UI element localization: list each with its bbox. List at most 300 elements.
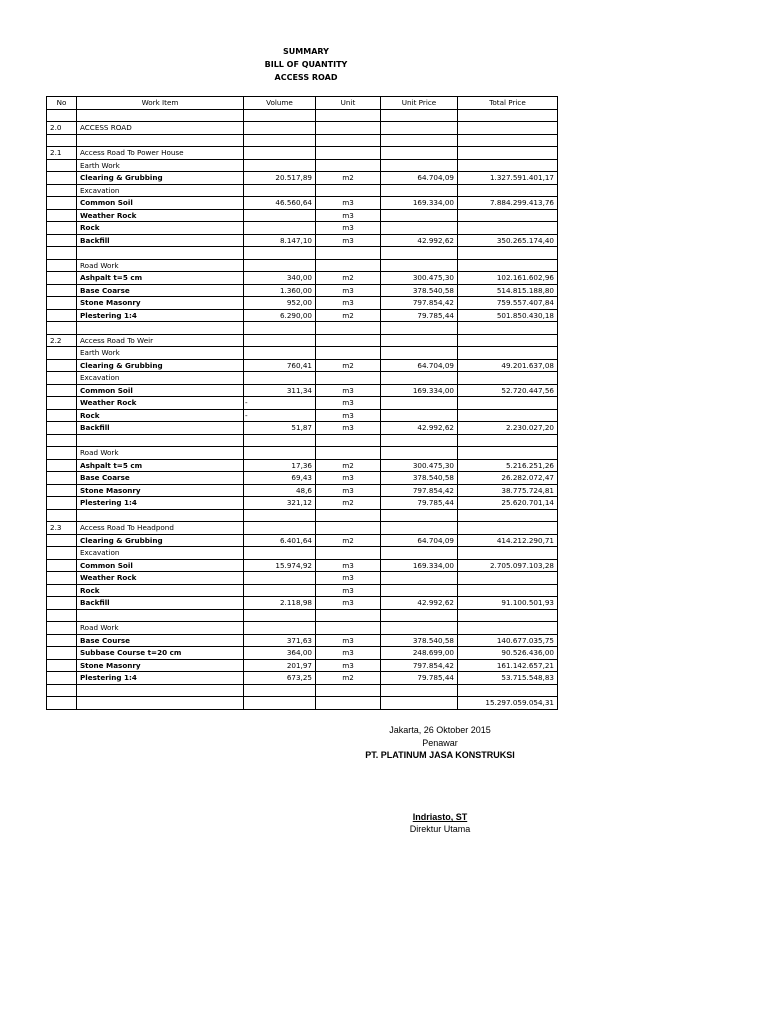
cell-unit: m3 bbox=[316, 422, 381, 435]
cell-unit-price bbox=[381, 134, 458, 147]
cell-work-item bbox=[77, 509, 244, 522]
table-row bbox=[47, 122, 558, 135]
cell-unit bbox=[316, 697, 381, 710]
cell-work-item: Plestering 1:4 bbox=[77, 672, 244, 685]
table-row bbox=[47, 534, 558, 547]
cell-unit-price bbox=[381, 184, 458, 197]
table-row bbox=[47, 584, 558, 597]
cell-no: 2.0 bbox=[47, 122, 77, 135]
table-row bbox=[47, 559, 558, 572]
cell-unit-price: 42.992,62 bbox=[381, 234, 458, 247]
cell-total-price: 52.720.447,56 bbox=[458, 384, 558, 397]
cell-no bbox=[47, 322, 77, 335]
cell-total-price bbox=[458, 509, 558, 522]
cell-unit bbox=[316, 159, 381, 172]
cell-unit: m2 bbox=[316, 497, 381, 510]
table-row bbox=[47, 672, 558, 685]
table-row bbox=[47, 147, 558, 160]
cell-no bbox=[47, 197, 77, 210]
cell-unit: m3 bbox=[316, 297, 381, 310]
cell-total-price: 759.557.407,84 bbox=[458, 297, 558, 310]
table-row bbox=[47, 347, 558, 360]
cell-total-price bbox=[458, 184, 558, 197]
cell-no bbox=[47, 272, 77, 285]
cell-volume: 364,00 bbox=[244, 647, 316, 660]
cell-work-item bbox=[77, 247, 244, 260]
table-row bbox=[47, 697, 558, 710]
table-row bbox=[47, 634, 558, 647]
table-row bbox=[47, 409, 558, 422]
cell-unit: m3 bbox=[316, 559, 381, 572]
bill-of-quantity-table bbox=[46, 96, 558, 710]
cell-work-item: Access Road To Power House bbox=[77, 147, 244, 160]
cell-total-price: 501.850.430,18 bbox=[458, 309, 558, 322]
cell-unit bbox=[316, 122, 381, 135]
cell-volume: 371,63 bbox=[244, 634, 316, 647]
cell-total-price: 414.212.290,71 bbox=[458, 534, 558, 547]
cell-total-price: 161.142.657,21 bbox=[458, 659, 558, 672]
cell-unit-price bbox=[381, 322, 458, 335]
cell-work-item: ACCESS ROAD bbox=[77, 122, 244, 135]
cell-total-price bbox=[458, 322, 558, 335]
cell-volume: 311,34 bbox=[244, 384, 316, 397]
table-row bbox=[47, 159, 558, 172]
cell-work-item: Excavation bbox=[77, 372, 244, 385]
cell-work-item: Road Work bbox=[77, 259, 244, 272]
cell-total-price: 26.282.072,47 bbox=[458, 472, 558, 485]
cell-unit: m3 bbox=[316, 634, 381, 647]
cell-volume bbox=[244, 434, 316, 447]
cell-volume: 760,41 bbox=[244, 359, 316, 372]
table-row bbox=[47, 334, 558, 347]
cell-unit bbox=[316, 684, 381, 697]
cell-volume: 46.560,64 bbox=[244, 197, 316, 210]
cell-unit bbox=[316, 259, 381, 272]
cell-total-price: 5.216.251,26 bbox=[458, 459, 558, 472]
cell-volume: 340,00 bbox=[244, 272, 316, 285]
cell-no bbox=[47, 409, 77, 422]
col-header-total-price: Total Price bbox=[458, 97, 558, 110]
table-row bbox=[47, 322, 558, 335]
cell-volume bbox=[244, 697, 316, 710]
cell-work-item: Weather Rock bbox=[77, 209, 244, 222]
cell-unit bbox=[316, 334, 381, 347]
cell-unit-price: 797.854,42 bbox=[381, 484, 458, 497]
cell-unit-price bbox=[381, 697, 458, 710]
cell-unit bbox=[316, 109, 381, 122]
cell-unit: m3 bbox=[316, 597, 381, 610]
cell-unit-price: 64.704,09 bbox=[381, 359, 458, 372]
cell-no bbox=[47, 297, 77, 310]
cell-volume bbox=[244, 409, 316, 422]
cell-no bbox=[47, 509, 77, 522]
cell-volume bbox=[244, 509, 316, 522]
cell-no bbox=[47, 222, 77, 235]
cell-unit bbox=[316, 609, 381, 622]
cell-unit-price: 378.540,58 bbox=[381, 284, 458, 297]
cell-unit bbox=[316, 522, 381, 535]
cell-work-item bbox=[77, 609, 244, 622]
col-header-work-item: Work Item bbox=[77, 97, 244, 110]
cell-volume bbox=[244, 609, 316, 622]
signatory-name bbox=[320, 811, 560, 823]
doc-title-summary: SUMMARY bbox=[283, 47, 329, 56]
cell-total-price bbox=[458, 409, 558, 422]
table-row bbox=[47, 259, 558, 272]
table-row bbox=[47, 209, 558, 222]
cell-work-item: Access Road To Weir bbox=[77, 334, 244, 347]
cell-work-item: Stone Masonry bbox=[77, 659, 244, 672]
cell-work-item: Excavation bbox=[77, 547, 244, 560]
cell-unit-price bbox=[381, 509, 458, 522]
cell-no: 2.2 bbox=[47, 334, 77, 347]
table-row bbox=[47, 647, 558, 660]
cell-total-price: 350.265.174,40 bbox=[458, 234, 558, 247]
cell-unit-price bbox=[381, 572, 458, 585]
table-row bbox=[47, 497, 558, 510]
table-row bbox=[47, 422, 558, 435]
cell-work-item bbox=[77, 434, 244, 447]
cell-unit bbox=[316, 322, 381, 335]
cell-volume: 15.974,92 bbox=[244, 559, 316, 572]
cell-total-price: 49.201.637,08 bbox=[458, 359, 558, 372]
cell-unit-price: 169.334,00 bbox=[381, 559, 458, 572]
cell-no bbox=[47, 397, 77, 410]
cell-work-item: Common Soil bbox=[77, 197, 244, 210]
cell-unit: m2 bbox=[316, 534, 381, 547]
cell-unit: m3 bbox=[316, 197, 381, 210]
cell-no bbox=[47, 434, 77, 447]
cell-total-price bbox=[458, 209, 558, 222]
cell-no bbox=[47, 384, 77, 397]
table-row bbox=[47, 597, 558, 610]
cell-unit: m3 bbox=[316, 572, 381, 585]
cell-unit: m3 bbox=[316, 234, 381, 247]
cell-unit-price: 300.475,30 bbox=[381, 272, 458, 285]
signatory-position: Direktur Utama bbox=[409, 824, 471, 834]
doc-title-boq: BILL OF QUANTITY bbox=[264, 60, 348, 69]
cell-no bbox=[47, 309, 77, 322]
cell-unit: m2 bbox=[316, 672, 381, 685]
cell-work-item: Backfill bbox=[77, 234, 244, 247]
cell-volume: 321,12 bbox=[244, 497, 316, 510]
cell-unit: m3 bbox=[316, 584, 381, 597]
cell-total-price bbox=[458, 109, 558, 122]
cell-volume bbox=[244, 397, 316, 410]
cell-volume bbox=[244, 684, 316, 697]
cell-unit bbox=[316, 447, 381, 460]
cell-volume: 48,6 bbox=[244, 484, 316, 497]
table-row bbox=[47, 184, 558, 197]
cell-work-item bbox=[77, 109, 244, 122]
table-row bbox=[47, 372, 558, 385]
cell-total-price: 15.297.059.054,31 bbox=[458, 697, 558, 710]
cell-work-item: Rock bbox=[77, 222, 244, 235]
table-row bbox=[47, 359, 558, 372]
cell-total-price: 90.526.436,00 bbox=[458, 647, 558, 660]
cell-volume bbox=[244, 372, 316, 385]
cell-total-price: 514.815.188,80 bbox=[458, 284, 558, 297]
cell-unit-price: 248.699,00 bbox=[381, 647, 458, 660]
cell-work-item: Ashpalt t=5 cm bbox=[77, 459, 244, 472]
cell-no bbox=[47, 697, 77, 710]
cell-unit-price: 797.854,42 bbox=[381, 297, 458, 310]
cell-volume bbox=[244, 547, 316, 560]
table-row bbox=[47, 459, 558, 472]
cell-volume bbox=[244, 159, 316, 172]
cell-work-item bbox=[77, 322, 244, 335]
cell-unit-price bbox=[381, 397, 458, 410]
cell-no bbox=[47, 247, 77, 260]
cell-unit-price bbox=[381, 447, 458, 460]
cell-no bbox=[47, 234, 77, 247]
cell-unit bbox=[316, 147, 381, 160]
table-row bbox=[47, 659, 558, 672]
cell-volume bbox=[244, 147, 316, 160]
cell-no bbox=[47, 134, 77, 147]
cell-unit: m2 bbox=[316, 359, 381, 372]
cell-unit-price: 300.475,30 bbox=[381, 459, 458, 472]
cell-work-item: Base Course bbox=[77, 634, 244, 647]
cell-unit-price bbox=[381, 347, 458, 360]
cell-no bbox=[47, 422, 77, 435]
table-row bbox=[47, 609, 558, 622]
table-row bbox=[47, 622, 558, 635]
cell-volume bbox=[244, 259, 316, 272]
table-row bbox=[47, 397, 558, 410]
cell-unit-price bbox=[381, 247, 458, 260]
cell-volume bbox=[244, 622, 316, 635]
cell-volume: 69,43 bbox=[244, 472, 316, 485]
cell-unit: m3 bbox=[316, 647, 381, 660]
cell-unit-price bbox=[381, 434, 458, 447]
cell-no bbox=[47, 609, 77, 622]
cell-work-item bbox=[77, 697, 244, 710]
cell-work-item: Plestering 1:4 bbox=[77, 309, 244, 322]
table-row bbox=[47, 272, 558, 285]
cell-total-price bbox=[458, 247, 558, 260]
cell-unit: m3 bbox=[316, 284, 381, 297]
cell-total-price: 91.100.501,93 bbox=[458, 597, 558, 610]
cell-total-price bbox=[458, 447, 558, 460]
cell-unit-price: 79.785,44 bbox=[381, 672, 458, 685]
cell-total-price bbox=[458, 334, 558, 347]
cell-no bbox=[47, 159, 77, 172]
cell-no bbox=[47, 372, 77, 385]
cell-no bbox=[47, 359, 77, 372]
cell-unit-price bbox=[381, 159, 458, 172]
cell-unit: m3 bbox=[316, 409, 381, 422]
cell-no bbox=[47, 534, 77, 547]
cell-volume: 8.147,10 bbox=[244, 234, 316, 247]
cell-work-item: Base Coarse bbox=[77, 472, 244, 485]
cell-volume: 201,97 bbox=[244, 659, 316, 672]
table-row bbox=[47, 522, 558, 535]
cell-unit-price: 169.334,00 bbox=[381, 197, 458, 210]
cell-no bbox=[47, 347, 77, 360]
cell-unit-price bbox=[381, 147, 458, 160]
cell-volume bbox=[244, 222, 316, 235]
cell-no bbox=[47, 647, 77, 660]
table-row bbox=[47, 234, 558, 247]
cell-unit-price bbox=[381, 409, 458, 422]
place-date: Jakarta, 26 Oktober 2015 bbox=[389, 725, 491, 735]
cell-work-item: Stone Masonry bbox=[77, 297, 244, 310]
cell-unit-price: 797.854,42 bbox=[381, 659, 458, 672]
cell-no bbox=[47, 684, 77, 697]
cell-total-price: 38.775.724,81 bbox=[458, 484, 558, 497]
cell-volume bbox=[244, 572, 316, 585]
cell-unit-price bbox=[381, 109, 458, 122]
cell-unit: m3 bbox=[316, 472, 381, 485]
cell-unit-price bbox=[381, 547, 458, 560]
cell-volume bbox=[244, 184, 316, 197]
col-header-no: No bbox=[47, 97, 77, 110]
cell-unit-price: 42.992,62 bbox=[381, 422, 458, 435]
cell-work-item: Rock bbox=[77, 584, 244, 597]
cell-unit bbox=[316, 347, 381, 360]
cell-volume bbox=[244, 209, 316, 222]
col-header-unit: Unit bbox=[316, 97, 381, 110]
cell-total-price bbox=[458, 259, 558, 272]
cell-total-price bbox=[458, 159, 558, 172]
cell-no bbox=[47, 209, 77, 222]
doc-title-access-road: ACCESS ROAD bbox=[274, 73, 338, 82]
cell-unit-price bbox=[381, 684, 458, 697]
table-row bbox=[47, 172, 558, 185]
company-name: PT. PLATINUM JASA KONSTRUKSI bbox=[365, 750, 515, 760]
table-row bbox=[47, 134, 558, 147]
cell-unit-price: 79.785,44 bbox=[381, 309, 458, 322]
cell-volume: 20.517,89 bbox=[244, 172, 316, 185]
table-row bbox=[47, 434, 558, 447]
cell-unit-price bbox=[381, 222, 458, 235]
table-row bbox=[47, 684, 558, 697]
cell-work-item: Backfill bbox=[77, 422, 244, 435]
cell-work-item: Stone Masonry bbox=[77, 484, 244, 497]
cell-total-price bbox=[458, 584, 558, 597]
cell-unit-price bbox=[381, 622, 458, 635]
cell-volume bbox=[244, 322, 316, 335]
col-header-volume: Volume bbox=[244, 97, 316, 110]
cell-unit bbox=[316, 134, 381, 147]
cell-work-item: Weather Rock bbox=[77, 572, 244, 585]
cell-unit-price: 378.540,58 bbox=[381, 472, 458, 485]
table-row bbox=[47, 472, 558, 485]
cell-work-item: Rock bbox=[77, 409, 244, 422]
cell-unit-price: 79.785,44 bbox=[381, 497, 458, 510]
cell-work-item: Ashpalt t=5 cm bbox=[77, 272, 244, 285]
cell-work-item bbox=[77, 134, 244, 147]
table-row bbox=[47, 509, 558, 522]
cell-unit bbox=[316, 547, 381, 560]
cell-no bbox=[47, 634, 77, 647]
cell-unit-price bbox=[381, 584, 458, 597]
cell-unit bbox=[316, 372, 381, 385]
cell-no bbox=[47, 259, 77, 272]
cell-no: 2.1 bbox=[47, 147, 77, 160]
table-row bbox=[47, 447, 558, 460]
cell-no bbox=[47, 472, 77, 485]
cell-work-item: Clearing & Grubbing bbox=[77, 359, 244, 372]
cell-unit: m3 bbox=[316, 384, 381, 397]
cell-volume bbox=[244, 522, 316, 535]
cell-no bbox=[47, 172, 77, 185]
table-row bbox=[47, 547, 558, 560]
cell-volume bbox=[244, 134, 316, 147]
cell-volume: 1.360,00 bbox=[244, 284, 316, 297]
table-row bbox=[47, 284, 558, 297]
cell-total-price bbox=[458, 134, 558, 147]
table-row bbox=[47, 309, 558, 322]
cell-no bbox=[47, 584, 77, 597]
table-row bbox=[47, 572, 558, 585]
cell-no bbox=[47, 459, 77, 472]
cell-volume bbox=[244, 122, 316, 135]
cell-unit: m2 bbox=[316, 272, 381, 285]
cell-total-price bbox=[458, 397, 558, 410]
cell-total-price bbox=[458, 347, 558, 360]
cell-unit-price: 42.992,62 bbox=[381, 597, 458, 610]
cell-no bbox=[47, 547, 77, 560]
cell-total-price bbox=[458, 372, 558, 385]
cell-unit bbox=[316, 247, 381, 260]
cell-no bbox=[47, 184, 77, 197]
cell-unit: m3 bbox=[316, 484, 381, 497]
cell-no bbox=[47, 284, 77, 297]
cell-total-price bbox=[458, 609, 558, 622]
cell-total-price bbox=[458, 122, 558, 135]
cell-total-price bbox=[458, 434, 558, 447]
signatory-name-text: Indriasto, ST bbox=[412, 812, 468, 822]
col-header-unit-price: Unit Price bbox=[381, 97, 458, 110]
cell-unit-price bbox=[381, 209, 458, 222]
table-header-row bbox=[47, 97, 558, 110]
cell-total-price bbox=[458, 147, 558, 160]
bidder-role: Penawar bbox=[422, 738, 458, 748]
cell-no bbox=[47, 109, 77, 122]
cell-work-item: Plestering 1:4 bbox=[77, 497, 244, 510]
cell-total-price: 53.715.548,83 bbox=[458, 672, 558, 685]
cell-unit bbox=[316, 509, 381, 522]
cell-volume bbox=[244, 247, 316, 260]
cell-unit: m3 bbox=[316, 397, 381, 410]
cell-unit-price bbox=[381, 334, 458, 347]
cell-unit-price: 169.334,00 bbox=[381, 384, 458, 397]
cell-no: 2.3 bbox=[47, 522, 77, 535]
cell-work-item: Road Work bbox=[77, 447, 244, 460]
cell-unit: m2 bbox=[316, 459, 381, 472]
cell-no bbox=[47, 497, 77, 510]
cell-volume bbox=[244, 109, 316, 122]
cell-total-price bbox=[458, 222, 558, 235]
cell-work-item: Earth Work bbox=[77, 347, 244, 360]
cell-work-item: Subbase Course t=20 cm bbox=[77, 647, 244, 660]
cell-volume: 51,87 bbox=[244, 422, 316, 435]
cell-no bbox=[47, 559, 77, 572]
cell-volume bbox=[244, 334, 316, 347]
table-row bbox=[47, 109, 558, 122]
cell-work-item: Clearing & Grubbing bbox=[77, 534, 244, 547]
table-row bbox=[47, 297, 558, 310]
cell-work-item: Backfill bbox=[77, 597, 244, 610]
cell-no bbox=[47, 672, 77, 685]
cell-unit-price bbox=[381, 522, 458, 535]
cell-no bbox=[47, 484, 77, 497]
cell-unit-price: 64.704,09 bbox=[381, 172, 458, 185]
cell-total-price bbox=[458, 684, 558, 697]
cell-volume: 673,25 bbox=[244, 672, 316, 685]
